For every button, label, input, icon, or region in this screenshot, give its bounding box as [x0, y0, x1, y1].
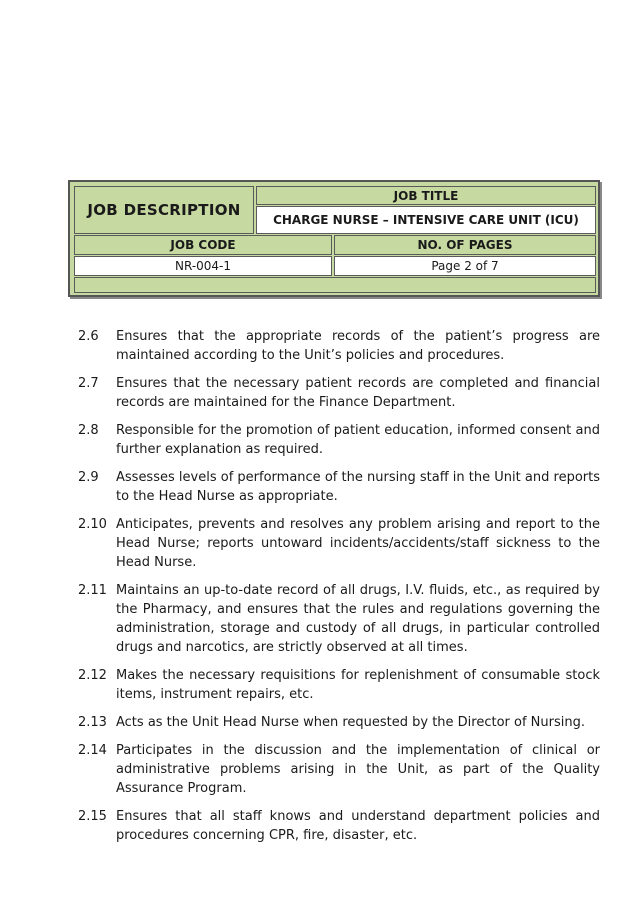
duties-list [78, 327, 600, 854]
list-item [78, 515, 600, 572]
job-code-value: NR-004-1 [74, 256, 332, 276]
item-text: Maintains an up-to-date record of all drugs, I.V. fluids, etc., as required by the Pharmacy, and ensures that the rules and regulations governing the administration, storage and custody of all drugs, in particular controlled drugs and narcotics, are strictly observed at all times. [116, 583, 600, 655]
list-item [78, 421, 600, 459]
item-text: Participates in the discussion and the implementation of clinical or administrative problems arising in the Unit, as part of the Quality Assurance Program. [116, 743, 600, 796]
item-text: Ensures that the appropriate records of the patient’s progress are maintained according to the Unit’s policies and procedures. [116, 329, 600, 363]
list-item [78, 741, 600, 798]
job-header-table [68, 180, 600, 297]
item-number: 2.9 [78, 470, 99, 485]
no-of-pages-label: NO. OF PAGES [334, 235, 596, 255]
item-number: 2.6 [78, 329, 99, 344]
job-description-label: JOB DESCRIPTION [74, 186, 254, 234]
job-title-value: CHARGE NURSE – INTENSIVE CARE UNIT (ICU) [256, 206, 596, 234]
item-number: 2.13 [78, 715, 107, 730]
list-item [78, 327, 600, 365]
item-text: Responsible for the promotion of patient education, informed consent and further explanation as required. [116, 423, 600, 457]
item-number: 2.12 [78, 668, 107, 683]
list-item [78, 666, 600, 704]
item-text: Anticipates, prevents and resolves any problem arising and report to the Head Nurse; reports untoward incidents/accidents/staff sickness to the Head Nurse. [116, 517, 600, 570]
item-number: 2.10 [78, 517, 107, 532]
list-item [78, 713, 600, 732]
item-number: 2.11 [78, 583, 107, 598]
no-of-pages-value: Page 2 of 7 [334, 256, 596, 276]
header-footer-bar [74, 277, 596, 293]
item-text: Acts as the Unit Head Nurse when requested by the Director of Nursing. [116, 715, 586, 730]
list-item [78, 807, 600, 845]
item-number: 2.7 [78, 376, 99, 391]
list-item [78, 468, 600, 506]
item-text: Ensures that the necessary patient records are completed and financial records are maintained for the Finance Department. [116, 376, 600, 410]
list-item [78, 581, 600, 657]
item-text: Assesses levels of performance of the nursing staff in the Unit and reports to the Head Nurse as appropriate. [116, 470, 600, 504]
item-number: 2.15 [78, 809, 107, 824]
job-code-label: JOB CODE [74, 235, 332, 255]
item-number: 2.14 [78, 743, 107, 758]
item-text: Makes the necessary requisitions for replenishment of consumable stock items, instrument repairs, etc. [116, 668, 600, 702]
item-text: Ensures that all staff knows and understand department policies and procedures concerning CPR, fire, disaster, etc. [116, 809, 600, 843]
item-number: 2.8 [78, 423, 99, 438]
job-title-label: JOB TITLE [256, 186, 596, 205]
list-item [78, 374, 600, 412]
